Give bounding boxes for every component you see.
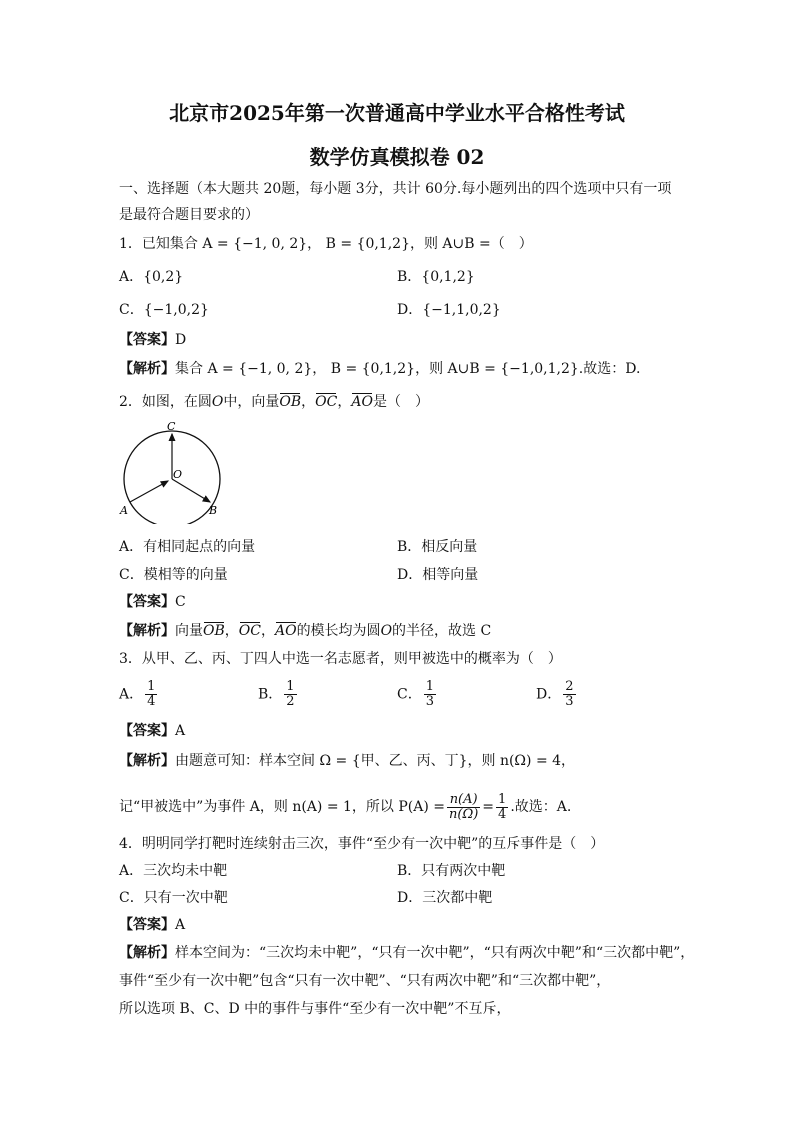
q1-option-a: A．{0,2}	[119, 269, 184, 285]
answer-value: D	[175, 332, 187, 348]
separator: ，	[301, 394, 316, 410]
denominator: n(Ω)	[449, 806, 479, 822]
exam-title: 北京市2025年第一次普通高中学业水平合格性考试	[169, 101, 625, 125]
answer-label: 【答案】	[119, 594, 175, 610]
answer-value: C	[175, 594, 186, 610]
fraction	[284, 680, 296, 709]
vector-ob: OB	[203, 623, 225, 639]
q2-analysis	[119, 622, 491, 640]
vector-oc: OC	[238, 623, 261, 639]
circle-o: O	[380, 623, 393, 639]
numerator: 1	[286, 679, 295, 694]
q1-option-d: D．{−1,1,0,2}	[397, 302, 501, 318]
q4-option-c: C．只有一次中靶	[119, 890, 228, 906]
q3-answer	[119, 722, 185, 740]
q3-option-c	[397, 680, 438, 709]
q4-option-b: B．只有两次中靶	[397, 863, 506, 879]
q1-stem: 1．已知集合 A = {−1, 0, 2}， B = {0,1,2}，则 A∪B =（ ）	[119, 236, 533, 252]
q2-circle-figure	[112, 420, 222, 524]
q2-answer	[119, 593, 186, 611]
answer-label: 【答案】	[119, 332, 175, 348]
numerator: 2	[565, 679, 574, 694]
exam-subtitle: 数学仿真模拟卷 02	[309, 145, 485, 169]
q1-option-c: C．{−1,0,2}	[119, 302, 209, 318]
option-label: B．	[258, 686, 283, 703]
option-label: A．	[119, 686, 144, 703]
numerator: 1	[498, 791, 507, 807]
analysis-label: 【解析】	[119, 623, 175, 639]
numerator: n(A)	[447, 793, 480, 808]
q2-option-d: D．相等向量	[397, 567, 479, 583]
separator: ，	[337, 394, 352, 410]
q4-analysis-line3: 所以选项 B、C、D 中的事件与事件“至少有一次中靶”不互斥，	[119, 1001, 511, 1017]
fraction	[496, 793, 508, 822]
numerator: 1	[147, 679, 156, 694]
q2-option-a: A．有相同起点的向量	[119, 539, 256, 555]
fraction	[145, 680, 157, 709]
q4-analysis-line2: 事件“至少有一次中靶”包含“只有一次中靶”、“只有两次中靶”和“三次都中靶”，	[119, 973, 611, 989]
denominator: 2	[286, 694, 295, 709]
analysis-mid: 的模长均为圆	[296, 623, 381, 639]
denominator: 3	[425, 694, 434, 709]
label-o: O	[173, 468, 183, 481]
section-intro-line1: 一、选择题（本大题共 20题，每小题 3分，共计 60分.每小题列出的四个选项中只有一项	[119, 181, 672, 197]
analysis-text: 记“甲被选中”为事件 A，则 n(A) = 1，所以 P(A) =	[119, 799, 445, 815]
answer-value: A	[175, 723, 186, 739]
q2-stem	[119, 393, 429, 411]
numerator: 1	[425, 679, 434, 694]
label-a: A	[120, 504, 128, 517]
q2-stem-prefix: 2．如图，在圆	[119, 394, 212, 410]
q1-analysis	[119, 360, 640, 378]
q3-analysis-line1	[119, 752, 575, 770]
analysis-text: 样本空间为：“三次均未中靶”，“只有一次中靶”，“只有两次中靶”和“三次都中靶”，	[175, 945, 695, 961]
q4-stem: 4．明明同学打靶时连续射击三次，事件“至少有一次中靶”的互斥事件是（ ）	[119, 836, 605, 852]
fraction	[447, 793, 480, 822]
answer-value: A	[175, 917, 186, 933]
label-c: C	[167, 420, 176, 433]
denominator: 4	[498, 806, 507, 822]
vector-ao-arrow	[130, 481, 168, 502]
section-intro-line2: 是最符合题目要求的）	[119, 207, 259, 223]
q2-option-b: B．相反向量	[397, 539, 478, 555]
q2-stem-circle-o: O	[211, 394, 224, 410]
analysis-text: 由题意可知：样本空间 Ω = {甲、乙、丙、丁}，则 n(Ω) = 4，	[175, 753, 576, 769]
q2-stem-mid: 中，向量	[223, 394, 280, 410]
q2-stem-suffix: 是（ ）	[372, 394, 429, 410]
fraction	[424, 680, 436, 709]
q3-stem: 3．从甲、乙、丙、丁四人中选一名志愿者，则甲被选中的概率为（ ）	[119, 651, 562, 667]
q3-option-d	[536, 680, 578, 709]
vector-ao: AO	[274, 623, 297, 639]
answer-label: 【答案】	[119, 917, 175, 933]
analysis-suffix: 的半径，故选 C	[392, 623, 492, 639]
q1-option-b: B．{0,1,2}	[397, 269, 475, 285]
q4-analysis-line1	[119, 944, 694, 962]
analysis-text: 集合 A = {−1, 0, 2}， B = {0,1,2}，则 A∪B = {−1,0,1,2}.故选：D.	[175, 361, 641, 377]
q1-answer	[119, 331, 186, 349]
denominator: 3	[565, 694, 574, 709]
vector-ao: AO	[351, 394, 373, 410]
option-label: D．	[536, 686, 562, 703]
q4-option-a: A．三次均未中靶	[119, 863, 228, 879]
q3-analysis-line2	[119, 790, 571, 824]
vector-ob: OB	[279, 394, 302, 410]
separator: ，	[260, 623, 275, 639]
q3-option-b	[258, 680, 299, 709]
q4-option-d: D．三次都中靶	[397, 890, 493, 906]
equals-sign: =	[482, 799, 495, 815]
label-b: B	[209, 504, 218, 517]
option-label: C．	[397, 686, 422, 703]
q2-option-c: C．模相等的向量	[119, 567, 228, 583]
answer-label: 【答案】	[119, 723, 175, 739]
vector-oc: OC	[315, 394, 338, 410]
analysis-text: .故选：A.	[510, 799, 572, 815]
analysis-prefix: 向量	[175, 623, 203, 639]
analysis-label: 【解析】	[119, 361, 175, 377]
analysis-label: 【解析】	[119, 753, 175, 769]
q4-answer	[119, 916, 185, 934]
analysis-label: 【解析】	[119, 945, 175, 961]
q3-option-a	[119, 680, 159, 709]
denominator: 4	[147, 694, 156, 709]
separator: ，	[224, 623, 239, 639]
vector-ob-arrow	[172, 479, 210, 502]
fraction	[563, 680, 575, 709]
